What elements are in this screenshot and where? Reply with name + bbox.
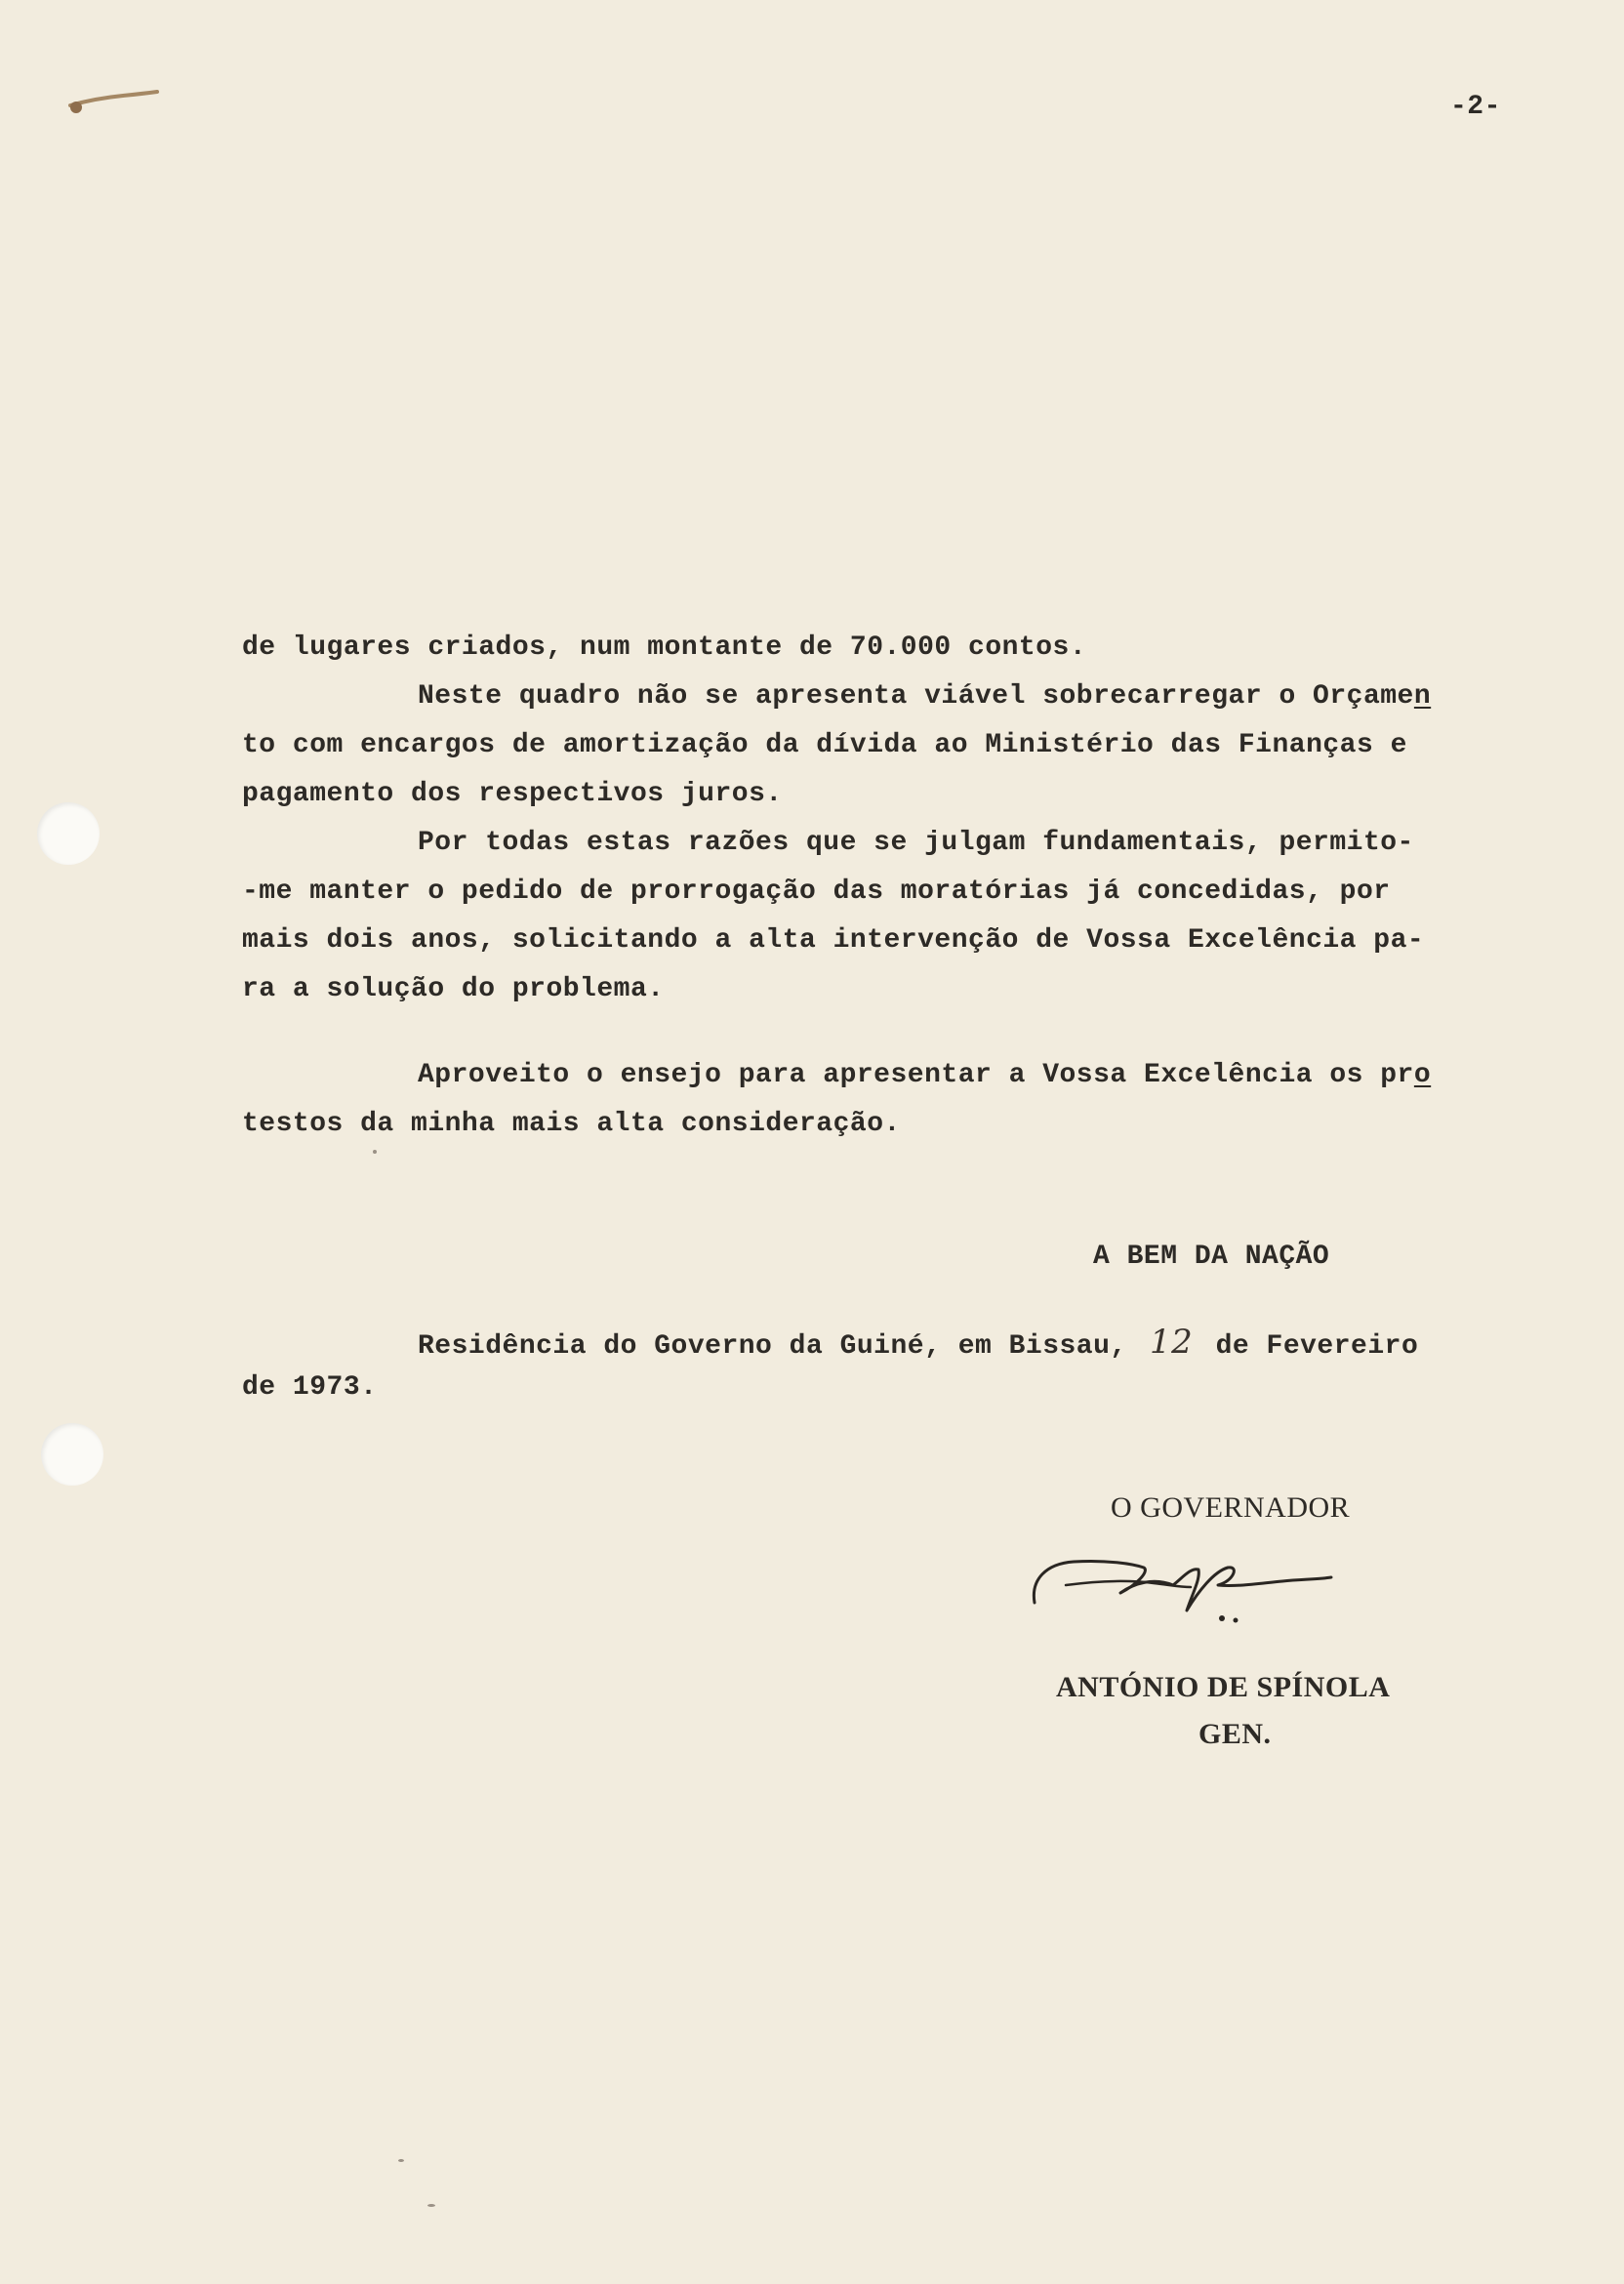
body-line-8: ra a solução do problema. <box>242 974 665 1004</box>
body-line-6: -me manter o pedido de prorrogação das moratórias já concedidas, por <box>242 877 1391 907</box>
body-line-9-hyphenation: o <box>1413 1060 1432 1090</box>
paper-speck <box>398 2159 404 2162</box>
body-line-2 <box>418 683 1431 711</box>
body-line-3: to com encargos de amortização da dívida ao Ministério das Finanças e <box>242 730 1407 760</box>
body-line-1: de lugares criados, num montante de 70.000 contos. <box>242 632 1087 663</box>
body-line-2-text: Neste quadro não se apresenta viável sobrecarregar o Orçame <box>418 681 1414 712</box>
handwritten-signature <box>1027 1529 1339 1626</box>
body-line-5: Por todas estas razões que se julgam fundamentais, permito- <box>418 828 1414 858</box>
handwritten-day: 12 <box>1150 1323 1194 1362</box>
paper-speck <box>427 2204 435 2207</box>
body-line-4: pagamento dos respectivos juros. <box>242 779 783 809</box>
paper-mark-top-left <box>64 84 162 123</box>
body-line-9-text: Aproveito o ensejo para apresentar a Vossa Excelência os pr <box>418 1060 1414 1090</box>
closing-salutation: A BEM DA NAÇÃO <box>1093 1242 1330 1272</box>
place-date-line-1 <box>418 1323 1419 1362</box>
body-line-10: testos da minha mais alta consideração. <box>242 1109 901 1139</box>
signatory-rank: GEN. <box>1198 1718 1272 1750</box>
body-line-7: mais dois anos, solicitando a alta intervenção de Vossa Excelência pa- <box>242 925 1425 956</box>
punch-hole-top <box>37 802 100 865</box>
month-text: de Fevereiro <box>1215 1331 1419 1362</box>
place-text: Residência do Governo da Guiné, em Bissau, <box>418 1331 1127 1362</box>
signatory-name: ANTÓNIO DE SPÍNOLA <box>1056 1671 1391 1703</box>
body-line-9 <box>418 1062 1431 1089</box>
place-date-line-2: de 1973. <box>242 1372 378 1403</box>
paper-speck <box>373 1150 377 1154</box>
body-line-2-hyphenation: n <box>1413 681 1432 712</box>
signatory-title: O GOVERNADOR <box>1111 1491 1351 1524</box>
page-number: -2- <box>1450 92 1501 122</box>
punch-hole-bottom <box>41 1423 103 1486</box>
